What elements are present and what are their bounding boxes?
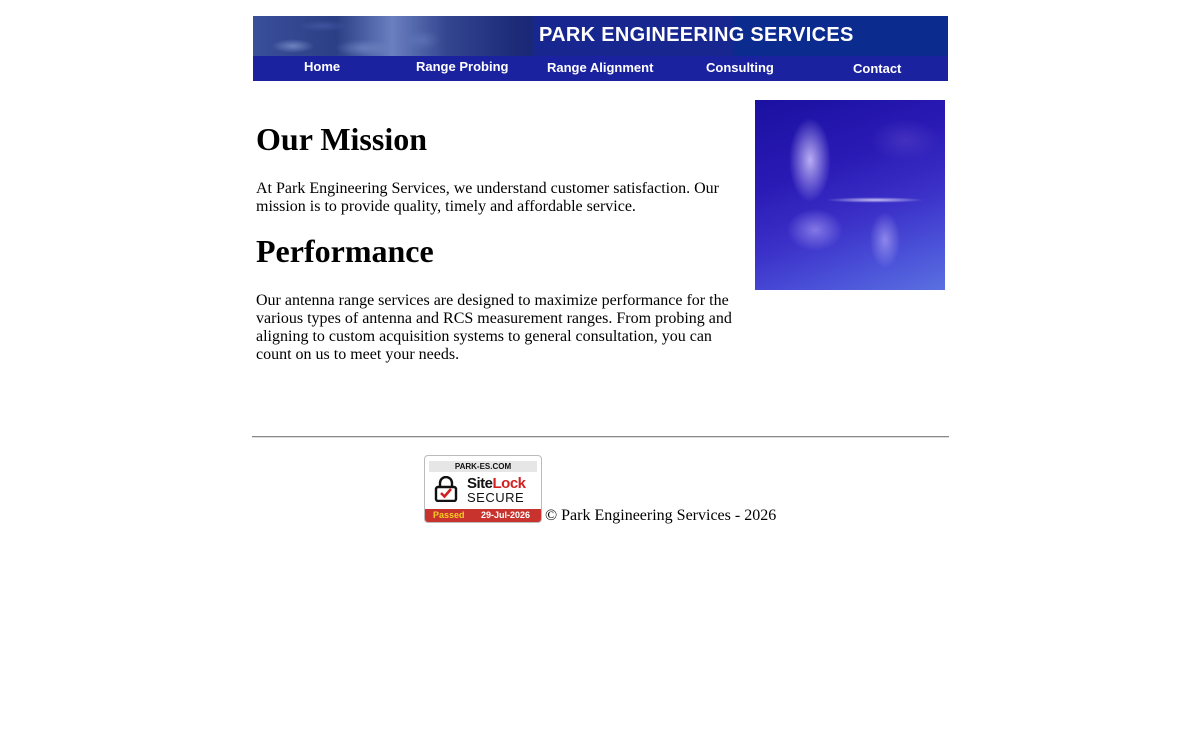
performance-text: Our antenna range services are designed to maximize performance for the various types of antenna and RCS measurement ranges. From probing and aligning to custom acquisition systems to general consultation, you can count on us to meet your needs. xyxy=(256,292,732,363)
mission-heading: Our Mission xyxy=(256,121,427,157)
sitelock-domain: PARK-ES.COM xyxy=(429,461,537,472)
mission-text: At Park Engineering Services, we understand customer satisfaction. Our mission is to provide quality, timely and affordable service. xyxy=(256,180,719,215)
nav-consulting[interactable]: Consulting xyxy=(706,60,774,75)
padlock-icon xyxy=(434,476,458,502)
footer-divider xyxy=(252,436,949,438)
sitelock-brand: SiteLock xyxy=(467,475,526,492)
sitelock-date: 29-Jul-2026 xyxy=(481,510,531,520)
performance-heading: Performance xyxy=(256,233,434,269)
main-content xyxy=(256,100,741,364)
copyright-text: © Park Engineering Services - 2026 xyxy=(545,507,777,524)
mission-section xyxy=(256,120,741,216)
plasma-image xyxy=(755,100,945,290)
banner-photo xyxy=(253,16,493,56)
header-banner xyxy=(253,16,948,56)
nav-range-probing[interactable]: Range Probing xyxy=(416,59,509,74)
performance-section xyxy=(256,232,741,364)
sitelock-secure-label: SECURE xyxy=(467,490,525,505)
page-container xyxy=(253,16,948,524)
nav-bar xyxy=(253,56,948,81)
nav-range-alignment[interactable]: Range Alignment xyxy=(547,60,654,75)
sitelock-status-strip xyxy=(425,509,541,522)
sitelock-badge[interactable] xyxy=(424,455,542,523)
nav-contact[interactable]: Contact xyxy=(853,61,902,76)
sitelock-passed: Passed xyxy=(433,510,465,520)
site-title: PARK ENGINEERING SERVICES xyxy=(539,24,854,46)
nav-home[interactable]: Home xyxy=(304,59,341,74)
